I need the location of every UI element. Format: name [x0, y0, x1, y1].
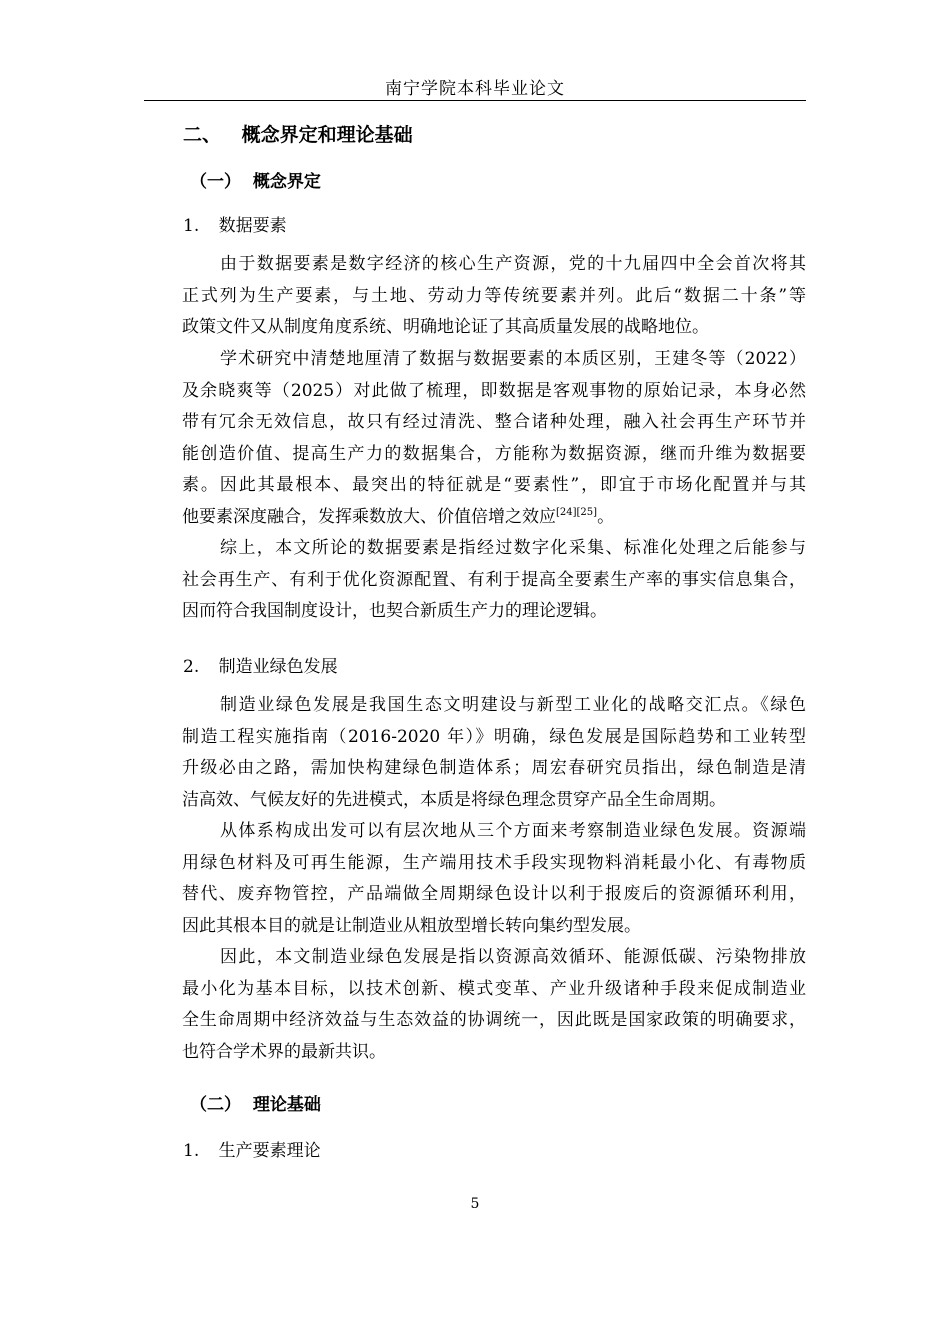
paragraph-4: [144, 690, 806, 816]
section-heading: [183, 120, 413, 147]
paragraph-line: 政策文件又从制度角度系统、明确地论证了其高质量发展的战略地位。: [182, 317, 709, 337]
item-heading-2: [183, 652, 338, 677]
citation-marker: [24][25]: [556, 506, 598, 518]
paragraph-line: 也符合学术界的最新共识。: [182, 1041, 386, 1062]
item-title: 制造业绿色发展: [218, 657, 338, 677]
paragraph-line: 学术研究中清楚地厘清了数据与数据要素的本质区别，王建冬等（2022）: [220, 349, 806, 369]
paragraph-line: 因此，本文制造业绿色发展是指以资源高效循环、能源低碳、污染物排放: [220, 947, 806, 967]
paragraph-line: [144, 502, 806, 534]
paragraph-line: 制造业绿色发展是我国生态文明建设与新型工业化的战略交汇点。《绿色: [220, 695, 806, 715]
paragraph-line: 社会再生产、有利于优化资源配置、有利于提高全要素生产率的事实信息集合，: [182, 569, 806, 590]
paragraph-5: [144, 816, 806, 942]
paragraph-3: [144, 533, 806, 628]
subsection-number: （二）: [190, 1095, 241, 1115]
paragraph-line: 洁高效、气候友好的先进模式，本质是将绿色理念贯穿产品全生命周期。: [182, 789, 726, 810]
page-header-title: 南宁学院本科毕业论文: [385, 79, 565, 99]
subsection-title: 概念界定: [252, 172, 321, 192]
paragraph-line: 替代、废弃物管控，产品端做全周期绿色设计以利于报废后的资源循环利用，: [182, 884, 806, 904]
section-number: 二、: [183, 124, 222, 146]
paragraph-line: 用绿色材料及可再生能源，生产端用技术手段实现物料消耗最小化、有毒物质: [182, 852, 806, 873]
subsection-title: 理论基础: [252, 1095, 321, 1115]
section-title: 概念界定和理论基础: [241, 124, 413, 146]
paragraph-line: 最小化为基本目标，以技术创新、模式变革、产业升级诸种手段来促成制造业: [182, 978, 806, 999]
paragraph-line: 综上，本文所论的数据要素是指经过数字化采集、标准化处理之后能参与: [220, 538, 806, 558]
header-divider: [144, 100, 806, 101]
paragraph-2: [144, 344, 806, 533]
item-title: 数据要素: [218, 216, 287, 236]
item-number: 2.: [183, 657, 200, 677]
page-number: 5: [470, 1196, 480, 1212]
item-title: 生产要素理论: [218, 1141, 321, 1161]
paragraph-line: 因而符合我国制度设计，也契合新质生产力的理论逻辑。: [182, 601, 607, 621]
paragraph-line: 及余晓爽等（2025）对此做了梳理，即数据是客观事物的原始记录，本身必然: [182, 380, 806, 401]
item-number: 1.: [183, 1141, 200, 1161]
paragraph-line: 从体系构成出发可以有层次地从三个方面来考察制造业绿色发展。资源端: [220, 821, 806, 841]
paragraph-line: 制造工程实施指南（2016-2020 年）》明确，绿色发展是国际趋势和工业转型: [182, 726, 806, 747]
paragraph-line: 升级必由之路，需加快构建绿色制造体系；周宏春研究员指出，绿色制造是清: [182, 758, 806, 778]
paragraph-6: [144, 942, 806, 1068]
subsection-number: （一）: [190, 172, 241, 192]
subsection-heading-2: [190, 1090, 321, 1115]
paragraph-line: 全生命周期中经济效益与生态效益的协调统一，因此既是国家政策的明确要求，: [182, 1010, 806, 1030]
paragraph-line: 由于数据要素是数字经济的核心生产资源，党的十九届四中全会首次将其: [220, 254, 806, 274]
item-heading-1: [183, 211, 287, 236]
paragraph-line: 能创造价值、提高生产力的数据集合，方能称为数据资源，继而升维为数据要: [182, 443, 806, 464]
paragraph-text: 他要素深度融合，发挥乘数放大、价值倍增之效应: [182, 506, 556, 527]
paragraph-1: [144, 249, 806, 344]
paragraph-line: 带有冗余无效信息，故只有经过清洗、整合诸种处理，融入社会再生产环节并: [182, 412, 806, 432]
paragraph-line: 正式列为生产要素，与土地、劳动力等传统要素并列。此后“数据二十条”等: [182, 285, 806, 306]
paragraph-line: 素。因此其最根本、最突出的特征就是“要素性”，即宜于市场化配置并与其: [182, 475, 806, 495]
item-heading-3: [183, 1136, 321, 1161]
paragraph-line: 因此其根本目的就是让制造业从粗放型增长转向集约型发展。: [182, 915, 641, 936]
paragraph-end: 。: [597, 506, 615, 527]
item-number: 1.: [183, 216, 200, 236]
subsection-heading-1: [190, 167, 321, 192]
